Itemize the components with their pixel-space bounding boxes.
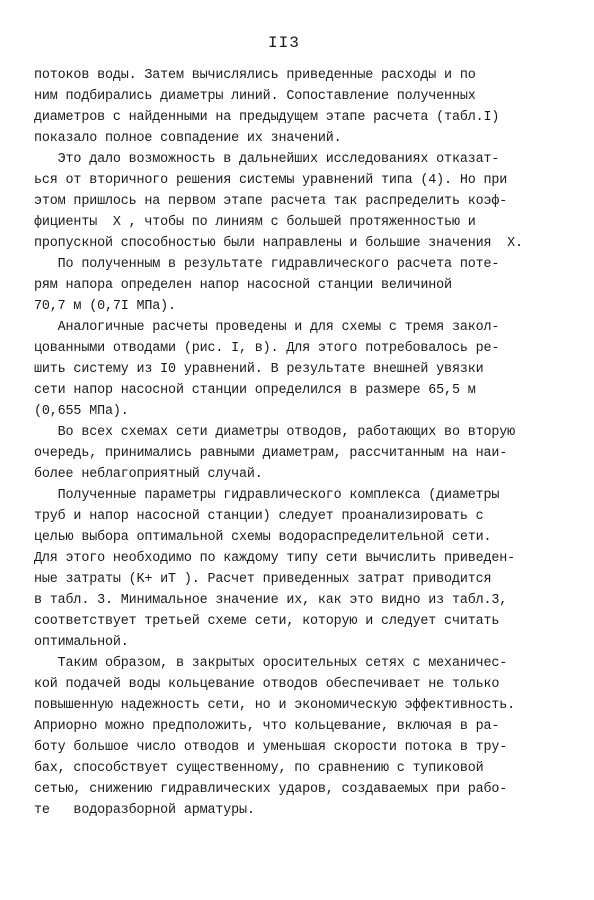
- text-line: боту большое число отводов и уменьшая скорости потока в тру-: [34, 740, 508, 755]
- text-line: Во всех схемах сети диаметры отводов, работающих во вторую: [34, 425, 516, 440]
- text-line: фициенты X , чтобы по линиям с большей протяженностью и: [34, 215, 476, 230]
- text-line: ним подбирались диаметры линий. Сопоставление полученных: [34, 89, 476, 104]
- text-line: ные затраты (K+ иT ). Расчет приведенных затрат приводится: [34, 572, 492, 587]
- text-line: те водоразборной арматуры.: [34, 803, 255, 818]
- text-line: оптимальной.: [34, 635, 129, 650]
- text-line: бах, способствует существенному, по сравнению с тупиковой: [34, 761, 484, 776]
- text-line: потоков воды. Затем вычислялись приведенные расходы и по: [34, 68, 476, 83]
- text-line: Это дало возможность в дальнейших исследованиях отказат-: [34, 152, 500, 167]
- text-line: труб и напор насосной станции) следует проанализировать с: [34, 509, 484, 524]
- page-number: II3: [268, 34, 300, 52]
- text-line: (0,655 МПа).: [34, 404, 129, 419]
- text-line: этом пришлось на первом этапе расчета так распределить коэф-: [34, 194, 508, 209]
- text-line: пропускной способностью были направлены и большие значения X.: [34, 236, 523, 251]
- text-line: соответствует третьей схеме сети, которую и следует считать: [34, 614, 500, 629]
- text-line: цованными отводами (рис. I, в). Для этого потребовалось ре-: [34, 341, 500, 356]
- text-line: сетью, снижению гидравлических ударов, создаваемых при рабо-: [34, 782, 508, 797]
- text-line: По полученным в результате гидравлического расчета поте-: [34, 257, 500, 272]
- text-line: Для этого необходимо по каждому типу сети вычислить приведен-: [34, 551, 516, 566]
- text-line: Аналогичные расчеты проведены и для схемы с тремя закол-: [34, 320, 500, 335]
- text-line: Полученные параметры гидравлического комплекса (диаметры: [34, 488, 500, 503]
- text-line: ься от вторичного решения системы уравнений типа (4). Но при: [34, 173, 508, 188]
- text-line: более неблагоприятный случай.: [34, 467, 263, 482]
- text-line: повышенную надежность сети, но и экономическую эффективность.: [34, 698, 516, 713]
- text-line: шить систему из I0 уравнений. В результате внешней увязки: [34, 362, 484, 377]
- text-line: кой подачей воды кольцевание отводов обеспечивает не только: [34, 677, 500, 692]
- text-line: Таким образом, в закрытых оросительных сетях с механичес-: [34, 656, 508, 671]
- text-line: Априорно можно предположить, что кольцевание, включая в ра-: [34, 719, 500, 734]
- text-line: целью выбора оптимальной схемы водораспределительной сети.: [34, 530, 492, 545]
- text-line: очередь, принимались равными диаметрам, рассчитанным на наи-: [34, 446, 508, 461]
- text-line: сети напор насосной станции определился в размере 65,5 м: [34, 383, 476, 398]
- text-line: показало полное совпадение их значений.: [34, 131, 342, 146]
- text-line: диаметров с найденными на предыдущем этапе расчета (табл.I): [34, 110, 500, 125]
- text-line: 70,7 м (0,7I МПа).: [34, 299, 176, 314]
- text-line: рям напора определен напор насосной станции величиной: [34, 278, 452, 293]
- text-line: в табл. 3. Минимальное значение их, как это видно из табл.3,: [34, 593, 508, 608]
